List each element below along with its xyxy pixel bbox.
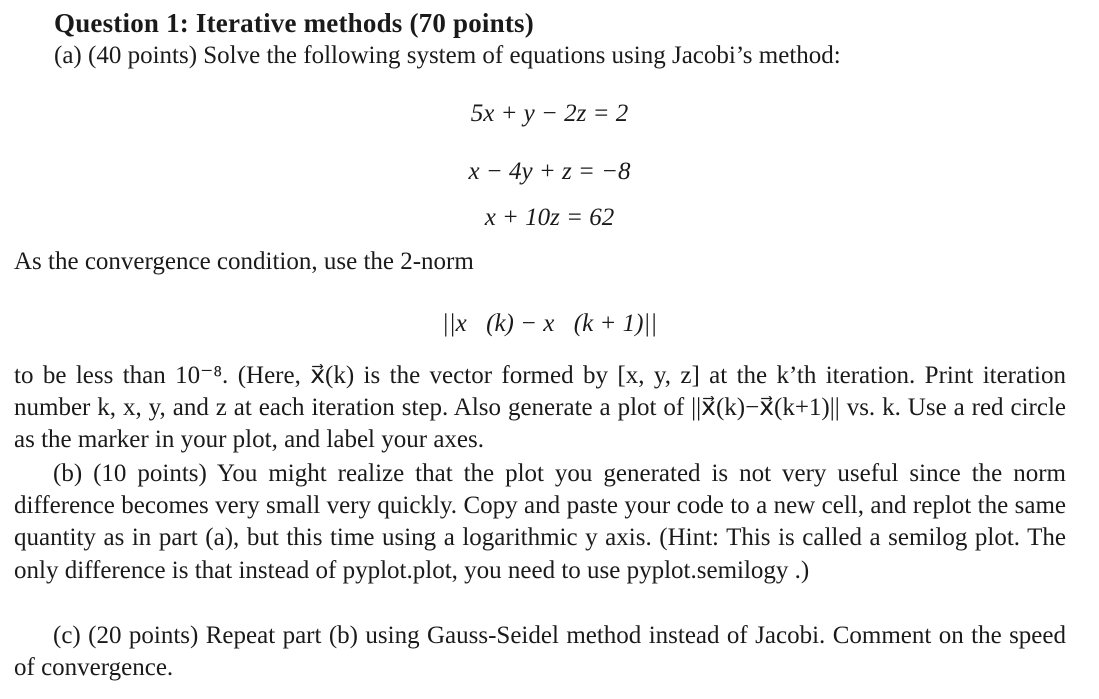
- norm-expression: ||x⃗(k) − x⃗(k + 1)||: [441, 310, 658, 337]
- equation-2: x − 4y + z = −8: [468, 158, 631, 185]
- equation-3: x + 10z = 62: [484, 204, 615, 231]
- convergence-condition-text: As the convergence condition, use the 2-norm: [14, 248, 474, 275]
- question-heading: Question 1: Iterative methods (70 points): [54, 8, 534, 38]
- part-b-text: (b) (10 points) You might realize that the plot you generated is not very useful since the norm difference becomes very small very quickly. Copy and paste your code to a new cell, and replot the same quantity as in part (a), but this time using a logarithmic y axis. (Hint: This is called a semilog plot. The only difference is that instead of pyplot.plot, you need to use pyplot.semilogy .): [14, 460, 1066, 584]
- part-c-text: (c) (20 points) Repeat part (b) using Gauss-Seidel method instead of Jacobi. Comment on the speed of convergence.: [14, 622, 1066, 682]
- part-a-intro: (a) (40 points) Solve the following system of equations using Jacobi’s method:: [54, 42, 841, 69]
- part-a-instructions: to be less than 10⁻⁸. (Here, x⃗(k) is the vector formed by [x, y, z] at the k’th iteration. Print iteration number k, x, y, and z at each iteration step. Also generate a plot of ||x⃗(k)−x⃗(k+1)|| vs. k. Use a red circle as the marker in your plot, and label your axes.: [14, 362, 1066, 454]
- equation-1: 5x + y − 2z = 2: [470, 100, 629, 127]
